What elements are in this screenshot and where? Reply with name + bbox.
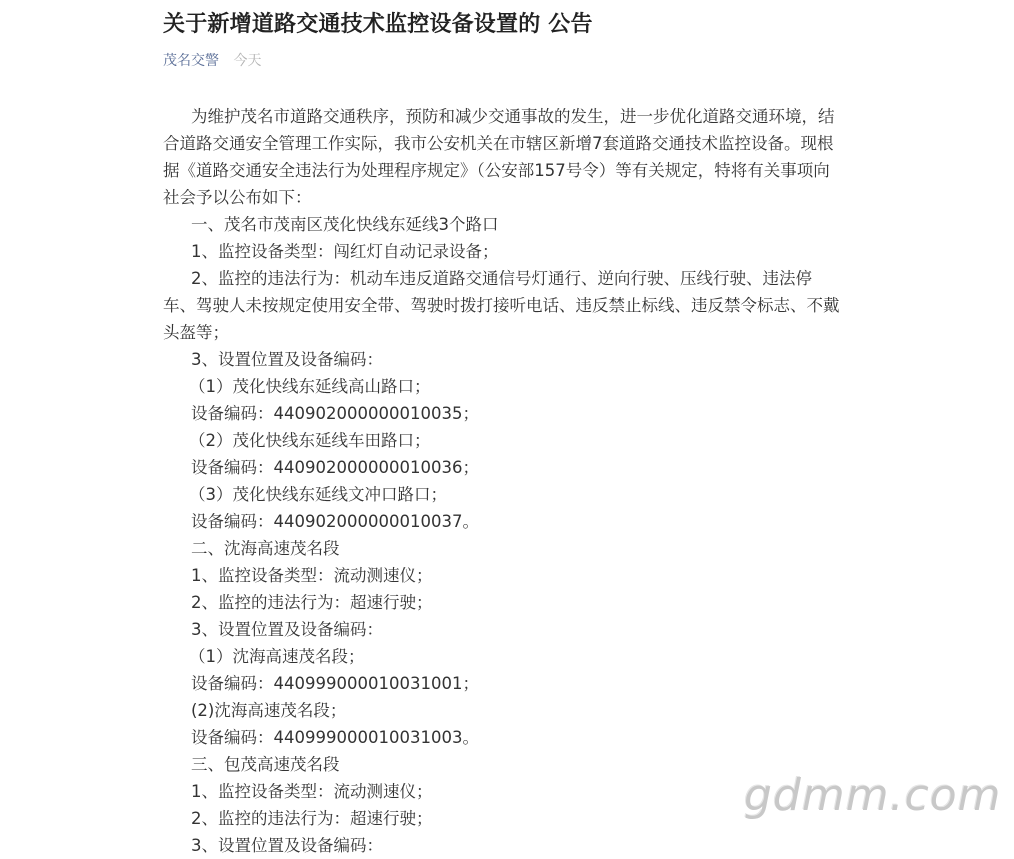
body-line: 2、监控的违法行为：超速行驶；: [191, 593, 433, 612]
watermark-logo: gdmm.com: [744, 770, 1002, 821]
device-code-line: 设备编码：440999000010031003。: [191, 728, 479, 747]
section-heading: 一、茂名市茂南区茂化快线东延线3个路口: [191, 215, 499, 234]
article-body: [163, 103, 843, 859]
location-line: （3）茂化快线东延线文冲口路口；: [189, 485, 447, 504]
section-heading: 三、包茂高速茂名段: [191, 755, 340, 774]
location-line: （1）沈海高速茂名段；: [189, 647, 365, 666]
body-line: 3、设置位置及设备编码：: [191, 620, 383, 639]
body-line: 2、监控的违法行为：超速行驶；: [191, 809, 433, 828]
body-line: 3、设置位置及设备编码：: [191, 350, 383, 369]
article-date: 今天: [233, 53, 262, 69]
device-code-line: 设备编码：440902000000010036；: [191, 458, 479, 477]
location-line: （2）茂化快线东延线车田路口；: [189, 431, 431, 450]
body-line: 1、监控设备类型：闯红灯自动记录设备；: [191, 242, 499, 261]
article-title: 关于新增道路交通技术监控设备设置的 公告: [163, 12, 593, 37]
article-meta: [163, 51, 261, 71]
article-source-link[interactable]: 茂名交警: [163, 53, 219, 69]
location-line: (2)沈海高速茂名段；: [191, 701, 347, 720]
intro-paragraph: 为维护茂名市道路交通秩序，预防和减少交通事故的发生，进一步优化道路交通环境，结合道路交通安全管理工作实际，我市公安机关在市辖区新增7套道路交通技术监控设备。现根据《道路交通安全违法行为处理程序规定》（公安部157号令）等有关规定，特将有关事项向社会予以公布如下：: [163, 107, 835, 207]
body-line: 3、设置位置及设备编码：: [191, 836, 383, 855]
device-code-line: 设备编码：440999000010031001；: [191, 674, 479, 693]
location-line: （1）茂化快线东延线高山路口；: [189, 377, 431, 396]
device-code-line: 设备编码：440902000000010037。: [191, 512, 479, 531]
body-line: 1、监控设备类型：流动测速仪；: [191, 566, 433, 585]
section-heading: 二、沈海高速茂名段: [191, 539, 340, 558]
body-paragraph: 2、监控的违法行为：机动车违反道路交通信号灯通行、逆向行驶、压线行驶、违法停车、驾驶人未按规定使用安全带、驾驶时拨打接听电话、违反禁止标线、违反禁令标志、不戴头盔等；: [163, 269, 840, 342]
device-code-line: 设备编码：440902000000010035；: [191, 404, 479, 423]
body-line: 1、监控设备类型：流动测速仪；: [191, 782, 433, 801]
